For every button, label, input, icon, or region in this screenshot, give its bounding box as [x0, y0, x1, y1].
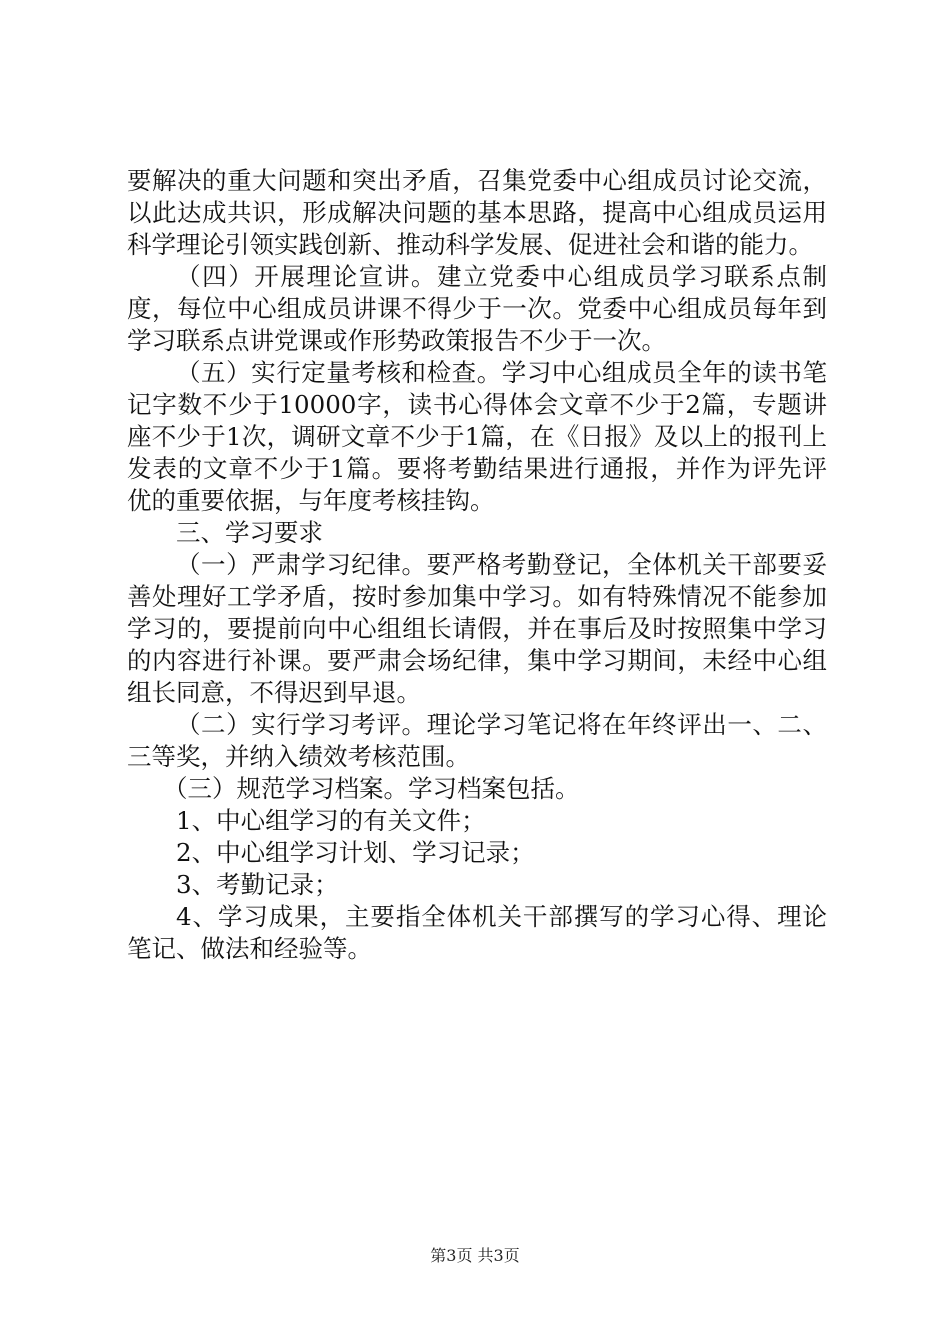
paragraph-continuation: 要解决的重大问题和突出矛盾，召集党委中心组成员讨论交流，以此达成共识，形成解决问题的基本思路，提高中心组成员运用科学理论引领实践创新、推动科学发展、促进社会和谐的能力。	[127, 166, 827, 259]
paragraph-study-evaluation: （二）实行学习考评。理论学习笔记将在年终评出一、二、三等奖，并纳入绩效考核范围。	[127, 710, 827, 771]
paragraph-quantitative-assessment: （五）实行定量考核和检查。学习中心组成员全年的读书笔记字数不少于10000字，读书心得体会文章不少于2篇，专题讲座不少于1次，调研文章不少于1篇，在《日报》及以上的报刊上发表的文章不少于1篇。要将考勤结果进行通报，并作为评先评优的重要依据，与年度考核挂钩。	[127, 358, 827, 515]
paragraph-study-archives: （三）规范学习档案。学习档案包括。	[163, 774, 580, 803]
page-number-footer: 第3页 共3页	[430, 1246, 520, 1265]
section-heading-study-requirements: 三、学习要求	[176, 518, 323, 547]
paragraph-theory-lecture: （四）开展理论宣讲。建立党委中心组成员学习联系点制度，每位中心组成员讲课不得少于一次。党委中心组成员每年到学习联系点讲党课或作形势政策报告不少于一次。	[127, 262, 827, 355]
list-item: 4、学习成果，主要指全体机关干部撰写的学习心得、理论笔记、做法和经验等。	[127, 902, 827, 963]
list-item: 1、中心组学习的有关文件；	[176, 806, 486, 835]
document-body	[127, 165, 827, 965]
list-item: 3、考勤记录；	[176, 870, 339, 899]
paragraph-study-discipline: （一）严肃学习纪律。要严格考勤登记，全体机关干部要妥善处理好工学矛盾，按时参加集中学习。如有特殊情况不能参加学习的，要提前向中心组组长请假，并在事后及时按照集中学习的内容进行补课。要严肃会场纪律，集中学习期间，未经中心组组长同意，不得迟到早退。	[127, 550, 827, 707]
list-item: 2、中心组学习计划、学习记录；	[176, 838, 535, 867]
